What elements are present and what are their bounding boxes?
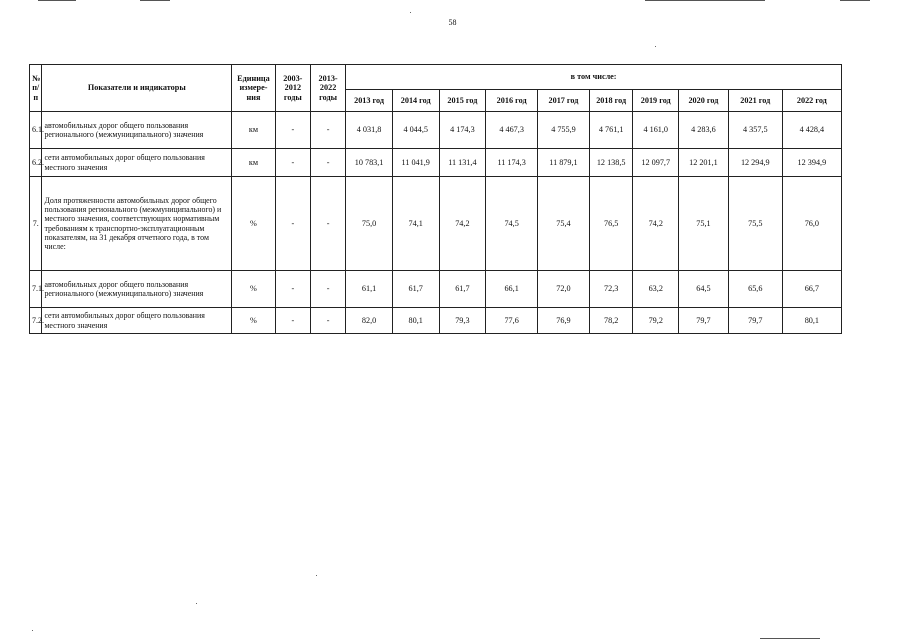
row-value: 65,6	[728, 271, 782, 308]
row-unit: км	[232, 149, 276, 177]
scan-artifact-dot	[410, 12, 411, 13]
row-period-2003-2012: -	[275, 308, 310, 334]
row-value: 74,1	[392, 177, 439, 271]
row-value: 82,0	[346, 308, 393, 334]
row-period-2003-2012: -	[275, 112, 310, 149]
row-indicator-name: автомобильных дорог общего пользования регионального (межмуниципального) значения	[42, 112, 232, 149]
header-year: 2017 год	[538, 90, 590, 112]
header-unit: Единица измере-ния	[232, 65, 276, 112]
row-value: 61,7	[392, 271, 439, 308]
row-value: 72,3	[589, 271, 633, 308]
row-value: 77,6	[486, 308, 538, 334]
header-year: 2013 год	[346, 90, 393, 112]
header-including: в том числе:	[346, 65, 842, 90]
row-value: 75,0	[346, 177, 393, 271]
scan-artifact-dot	[316, 575, 317, 576]
row-value: 72,0	[538, 271, 590, 308]
row-period-2013-2022: -	[310, 149, 345, 177]
row-value: 76,9	[538, 308, 590, 334]
header-year: 2015 год	[439, 90, 486, 112]
row-value: 11 041,9	[392, 149, 439, 177]
row-period-2013-2022: -	[310, 177, 345, 271]
page-number: 58	[448, 18, 457, 27]
row-value: 4 761,1	[589, 112, 633, 149]
indicators-table	[29, 64, 842, 334]
row-value: 75,5	[728, 177, 782, 271]
row-period-2013-2022: -	[310, 112, 345, 149]
row-value: 80,1	[782, 308, 841, 334]
row-num: 6.2.	[30, 149, 42, 177]
row-period-2013-2022: -	[310, 271, 345, 308]
header-num: № п/п	[30, 65, 42, 112]
row-unit: км	[232, 112, 276, 149]
header-year: 2014 год	[392, 90, 439, 112]
row-value: 61,7	[439, 271, 486, 308]
table-row	[30, 271, 842, 308]
row-value: 74,2	[633, 177, 679, 271]
scan-artifact-line	[38, 0, 76, 1]
row-value: 10 783,1	[346, 149, 393, 177]
row-value: 63,2	[633, 271, 679, 308]
row-value: 74,2	[439, 177, 486, 271]
row-value: 78,2	[589, 308, 633, 334]
row-value: 12 201,1	[679, 149, 729, 177]
row-value: 80,1	[392, 308, 439, 334]
header-year: 2016 год	[486, 90, 538, 112]
scan-artifact-dot	[196, 603, 197, 604]
row-period-2013-2022: -	[310, 308, 345, 334]
row-unit: %	[232, 177, 276, 271]
row-period-2003-2012: -	[275, 271, 310, 308]
header-indicator: Показатели и индикаторы	[42, 65, 232, 112]
row-value: 79,7	[679, 308, 729, 334]
header-year: 2021 год	[728, 90, 782, 112]
scan-artifact-dot	[32, 630, 33, 631]
header-year: 2018 год	[589, 90, 633, 112]
row-value: 75,1	[679, 177, 729, 271]
row-value: 76,0	[782, 177, 841, 271]
row-period-2003-2012: -	[275, 177, 310, 271]
row-value: 4 044,5	[392, 112, 439, 149]
row-value: 79,3	[439, 308, 486, 334]
row-value: 4 755,9	[538, 112, 590, 149]
row-num: 6.1.	[30, 112, 42, 149]
row-num: 7.1.	[30, 271, 42, 308]
table-row	[30, 112, 842, 149]
header-period-2013-2022: 2013-2022 годы	[310, 65, 345, 112]
row-indicator-name: Доля протяженности автомобильных дорог общего пользования регионального (межмуниципального) и местного значения, соответствующих нормативным требованиям к транспортно-эксплуатационным показателям, на 31 декабря отчетного года, в том числе:	[42, 177, 232, 271]
row-value: 12 138,5	[589, 149, 633, 177]
scan-artifact-dot	[655, 46, 656, 47]
row-indicator-name: автомобильных дорог общего пользования регионального (межмуниципального) значения	[42, 271, 232, 308]
row-indicator-name: сети автомобильных дорог общего пользования местного значения	[42, 308, 232, 334]
row-value: 4 174,3	[439, 112, 486, 149]
scan-artifact-line	[140, 0, 170, 1]
row-num: 7.	[30, 177, 42, 271]
header-period-2003-2012: 2003-2012 годы	[275, 65, 310, 112]
row-value: 4 161,0	[633, 112, 679, 149]
row-value: 11 879,1	[538, 149, 590, 177]
row-value: 12 394,9	[782, 149, 841, 177]
row-value: 75,4	[538, 177, 590, 271]
row-value: 11 174,3	[486, 149, 538, 177]
row-value: 4 283,6	[679, 112, 729, 149]
row-value: 76,5	[589, 177, 633, 271]
row-value: 61,1	[346, 271, 393, 308]
table-row	[30, 308, 842, 334]
header-year: 2020 год	[679, 90, 729, 112]
row-num: 7.2.	[30, 308, 42, 334]
row-value: 79,2	[633, 308, 679, 334]
row-period-2003-2012: -	[275, 149, 310, 177]
row-value: 64,5	[679, 271, 729, 308]
row-value: 4 357,5	[728, 112, 782, 149]
row-value: 12 294,9	[728, 149, 782, 177]
row-value: 11 131,4	[439, 149, 486, 177]
scan-artifact-line	[760, 638, 820, 639]
row-unit: %	[232, 271, 276, 308]
row-value: 66,1	[486, 271, 538, 308]
header-year: 2022 год	[782, 90, 841, 112]
scan-artifact-line	[840, 0, 870, 1]
row-value: 4 467,3	[486, 112, 538, 149]
row-value: 4 031,8	[346, 112, 393, 149]
row-value: 4 428,4	[782, 112, 841, 149]
header-row	[30, 65, 842, 90]
table-row	[30, 177, 842, 271]
header-year: 2019 год	[633, 90, 679, 112]
row-value: 74,5	[486, 177, 538, 271]
row-value: 79,7	[728, 308, 782, 334]
scan-artifact-line	[645, 0, 765, 1]
row-value: 12 097,7	[633, 149, 679, 177]
table-row	[30, 149, 842, 177]
row-value: 66,7	[782, 271, 841, 308]
row-indicator-name: сети автомобильных дорог общего пользования местного значения	[42, 149, 232, 177]
row-unit: %	[232, 308, 276, 334]
